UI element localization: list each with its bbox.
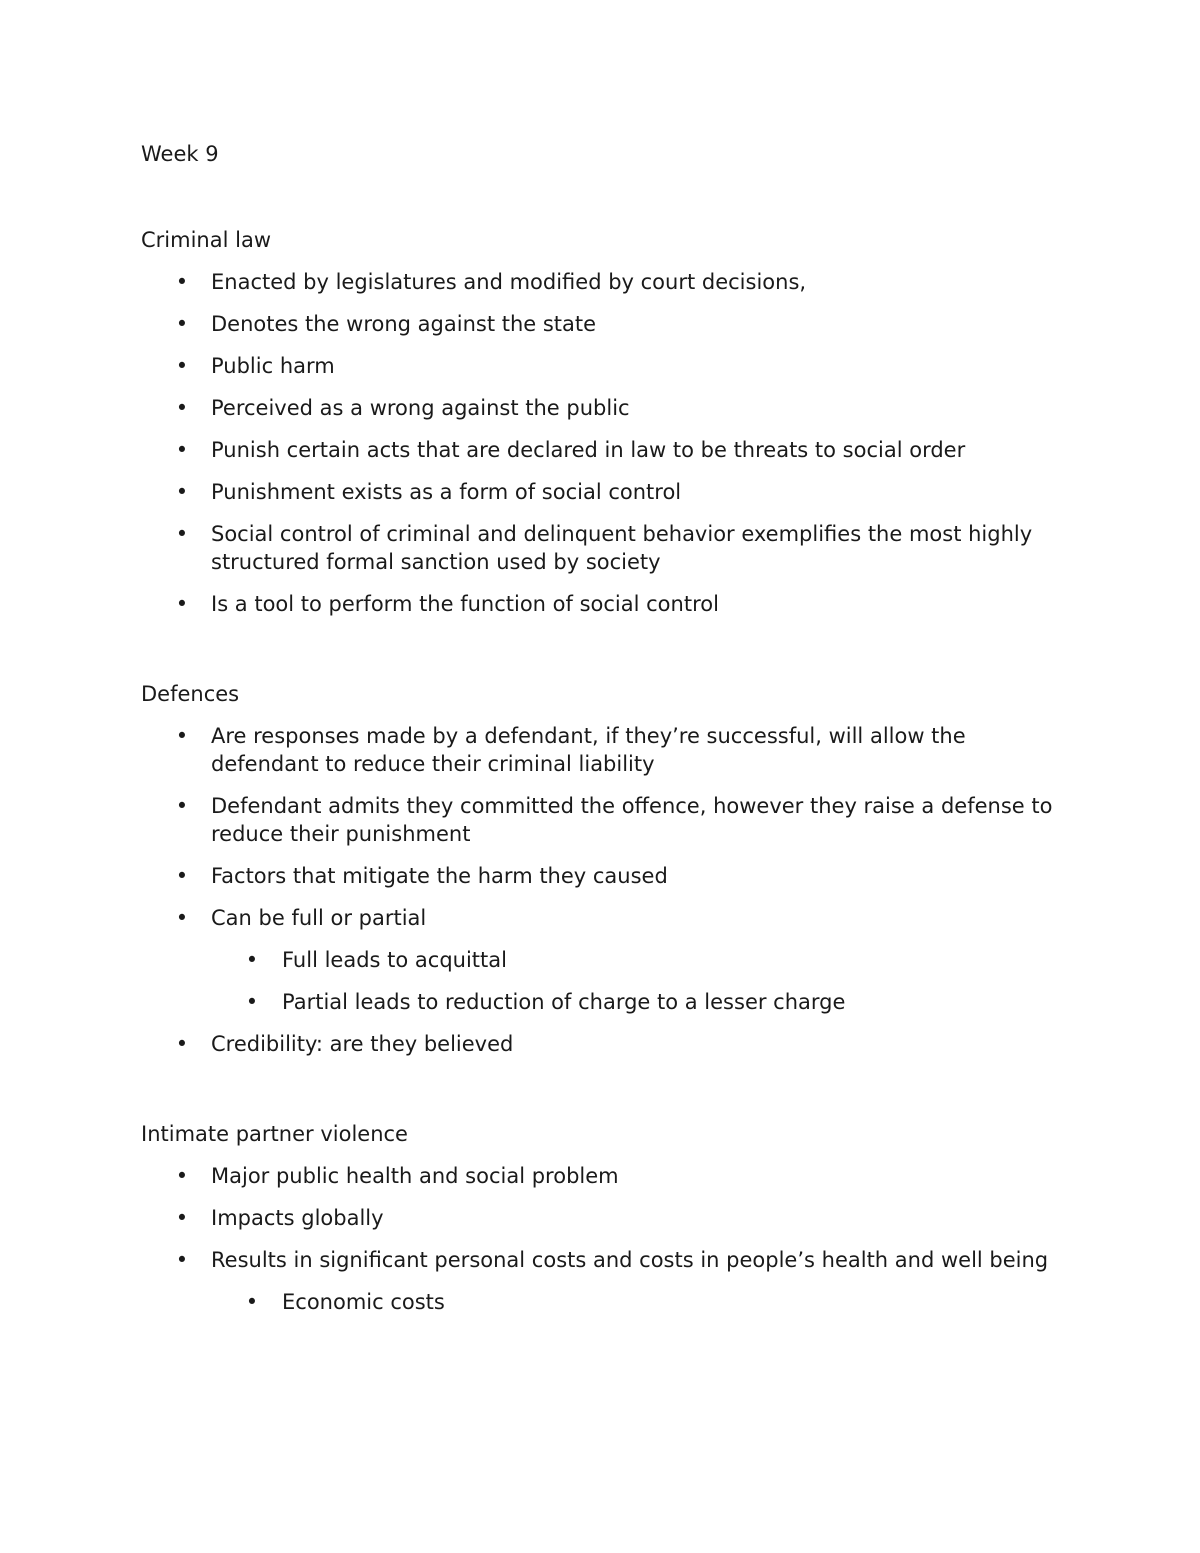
list-item bbox=[141, 1246, 1071, 1274]
list-item bbox=[141, 792, 1071, 848]
list-item-text: Credibility: are they believed bbox=[211, 1032, 514, 1056]
list-item bbox=[141, 268, 1071, 296]
section-heading: Criminal law bbox=[141, 228, 271, 252]
list-item bbox=[141, 1204, 1071, 1232]
bullet-icon: • bbox=[245, 990, 259, 1014]
list-item bbox=[141, 352, 1071, 380]
document-page bbox=[141, 140, 1071, 1314]
list-item-text: Public harm bbox=[211, 354, 335, 378]
bullet-icon: • bbox=[245, 948, 259, 972]
list-item bbox=[141, 478, 1071, 506]
list-item-text: Full leads to acquittal bbox=[282, 948, 507, 972]
sub-list-item bbox=[141, 988, 1071, 1016]
bullet-icon: • bbox=[175, 724, 189, 748]
bullet-list bbox=[141, 1162, 1071, 1316]
bullet-icon: • bbox=[175, 1164, 189, 1188]
list-item-text: Partial leads to reduction of charge to a lesser charge bbox=[282, 990, 846, 1014]
list-item bbox=[141, 310, 1071, 338]
list-item bbox=[141, 904, 1071, 932]
list-item-text: Social control of criminal and delinquent behavior exemplifies the most highly structured formal sanction used by society bbox=[211, 522, 1033, 574]
bullet-icon: • bbox=[175, 270, 189, 294]
list-item-text: Major public health and social problem bbox=[211, 1164, 619, 1188]
list-item bbox=[141, 1030, 1071, 1058]
section-intimate-partner-violence bbox=[141, 1120, 1071, 1316]
list-item bbox=[141, 436, 1071, 464]
bullet-icon: • bbox=[175, 1206, 189, 1230]
bullet-icon: • bbox=[175, 522, 189, 546]
section-defences bbox=[141, 680, 1071, 1058]
list-item bbox=[141, 1162, 1071, 1190]
list-item-text: Impacts globally bbox=[211, 1206, 384, 1230]
list-item-text: Defendant admits they committed the offence, however they raise a defense to reduce their punishment bbox=[211, 794, 1053, 846]
bullet-icon: • bbox=[245, 1290, 259, 1314]
list-item bbox=[141, 862, 1071, 890]
bullet-icon: • bbox=[175, 1032, 189, 1056]
list-item bbox=[141, 520, 1071, 576]
section-heading: Intimate partner violence bbox=[141, 1122, 408, 1146]
section-criminal-law bbox=[141, 226, 1071, 618]
sub-list-item bbox=[141, 1288, 1071, 1316]
section-heading: Defences bbox=[141, 682, 240, 706]
bullet-icon: • bbox=[175, 438, 189, 462]
bullet-icon: • bbox=[175, 864, 189, 888]
list-item-text: Punish certain acts that are declared in law to be threats to social order bbox=[211, 438, 966, 462]
bullet-icon: • bbox=[175, 906, 189, 930]
list-item-text: Punishment exists as a form of social control bbox=[211, 480, 682, 504]
bullet-list bbox=[141, 722, 1071, 1058]
list-item-text: Enacted by legislatures and modified by court decisions, bbox=[211, 270, 807, 294]
bullet-list bbox=[141, 268, 1071, 618]
list-item-text: Denotes the wrong against the state bbox=[211, 312, 597, 336]
bullet-icon: • bbox=[175, 1248, 189, 1272]
list-item-text: Are responses made by a defendant, if they’re successful, will allow the defendant to reduce their criminal liability bbox=[211, 724, 966, 776]
list-item-text: Factors that mitigate the harm they caused bbox=[211, 864, 668, 888]
bullet-icon: • bbox=[175, 592, 189, 616]
bullet-icon: • bbox=[175, 480, 189, 504]
bullet-icon: • bbox=[175, 312, 189, 336]
bullet-icon: • bbox=[175, 794, 189, 818]
list-item bbox=[141, 394, 1071, 422]
list-item bbox=[141, 590, 1071, 618]
list-item-text: Can be full or partial bbox=[211, 906, 427, 930]
list-item-text: Is a tool to perform the function of social control bbox=[211, 592, 719, 616]
list-item bbox=[141, 722, 1071, 778]
page-title: Week 9 bbox=[141, 142, 219, 166]
list-item-text: Economic costs bbox=[282, 1290, 445, 1314]
bullet-icon: • bbox=[175, 354, 189, 378]
list-item-text: Results in significant personal costs and costs in people’s health and well being bbox=[211, 1248, 1049, 1272]
sub-list-item bbox=[141, 946, 1071, 974]
list-item-text: Perceived as a wrong against the public bbox=[211, 396, 630, 420]
bullet-icon: • bbox=[175, 396, 189, 420]
